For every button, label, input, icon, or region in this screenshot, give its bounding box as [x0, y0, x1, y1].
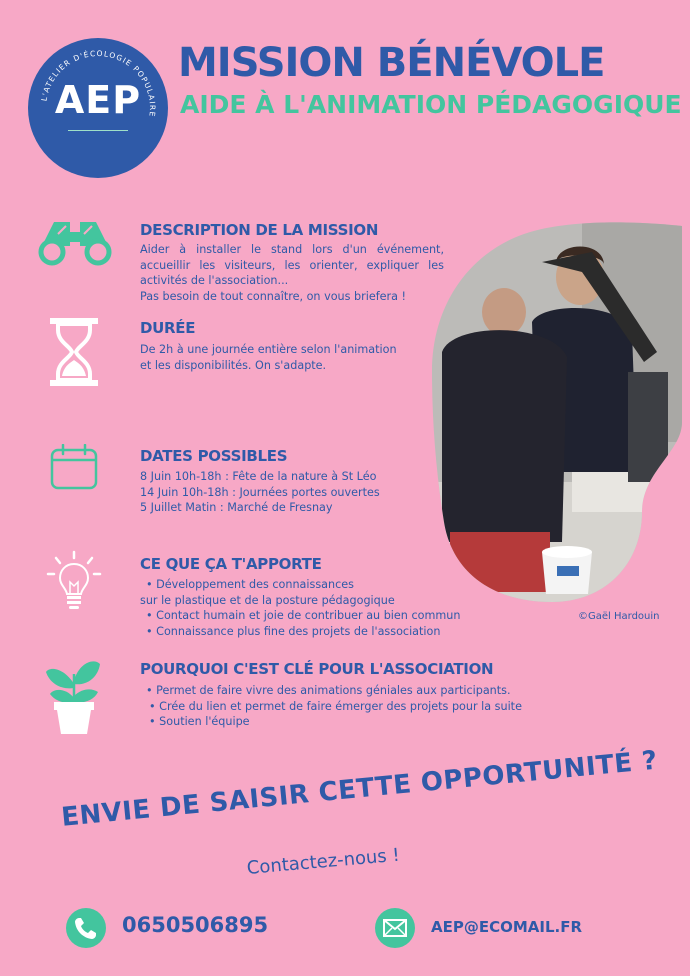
date-item: 14 Juin 10h-18h : Journées portes ouvertes [140, 485, 380, 499]
page-title: MISSION BÉNÉVOLE [178, 40, 605, 86]
hourglass-icon [48, 316, 100, 388]
description-line: Aider à installer le stand lors d'un événement, accueillir les visiteurs, les orienter, expliquer les activités de l'association... [140, 243, 444, 288]
plant-icon [44, 654, 104, 736]
apport-item: • Développement des connaissances [146, 578, 354, 591]
phone-number[interactable]: 0650506895 [122, 913, 269, 937]
email-button[interactable] [375, 908, 415, 948]
pourquoi-text [140, 683, 560, 730]
phone-button[interactable] [66, 908, 106, 948]
apport-item: sur le plastique et de la posture pédagogique [140, 593, 395, 607]
duree-text [140, 342, 430, 373]
section-title-duree: DURÉE [140, 319, 196, 337]
description-line: Pas besoin de tout connaître, on vous briefera ! [140, 289, 407, 303]
section-title-dates: DATES POSSIBLES [140, 447, 288, 465]
pourquoi-item: • Soutien l'équipe [149, 715, 250, 729]
photo-credit: ©Gaël Hardouin [578, 611, 660, 622]
date-item: 5 Juillet Matin : Marché de Fresnay [140, 501, 333, 515]
volunteer-photo [432, 222, 682, 608]
duree-line: et les disponibilités. On s'adapte. [140, 358, 327, 372]
cta-subline: Contactez-nous ! [246, 844, 401, 879]
aep-logo [28, 38, 168, 178]
logo-text: AEP [54, 78, 142, 122]
logo-underline [68, 130, 128, 131]
pourquoi-item: • Permet de faire vivre des animations géniales aux participants. [146, 684, 511, 697]
section-title-pourquoi: POURQUOI C'EST CLÉ POUR L'ASSOCIATION [140, 660, 494, 678]
section-title-apport: CE QUE ÇA T'APPORTE [140, 555, 322, 573]
cta-headline: ENVIE DE SAISIR CETTE OPPORTUNITÉ ? [60, 745, 659, 833]
binoculars-icon [36, 216, 114, 266]
apport-item: • Contact humain et joie de contribuer au bien commun [146, 609, 461, 623]
page-subtitle: AIDE À L'ANIMATION PÉDAGOGIQUE [180, 90, 682, 119]
duree-line: De 2h à une journée entière selon l'animation [140, 343, 397, 356]
description-text [140, 242, 444, 304]
mail-icon [375, 908, 415, 948]
lightbulb-icon [44, 550, 104, 614]
dates-text [140, 469, 430, 516]
date-item: 8 Juin 10h-18h : Fête de la nature à St Léo [140, 470, 377, 483]
phone-icon [66, 908, 106, 948]
email-address[interactable]: AEP@ECOMAIL.FR [431, 918, 583, 936]
logo-ring-text: L'ATELIER D'ÉCOLOGIE POPULAIRE [39, 48, 158, 119]
section-title-description: DESCRIPTION DE LA MISSION [140, 221, 379, 239]
apport-item: • Connaissance plus fine des projets de l'association [146, 624, 441, 638]
pourquoi-item: • Crée du lien et permet de faire émerger des projets pour la suite [149, 699, 522, 713]
calendar-icon [50, 444, 98, 490]
